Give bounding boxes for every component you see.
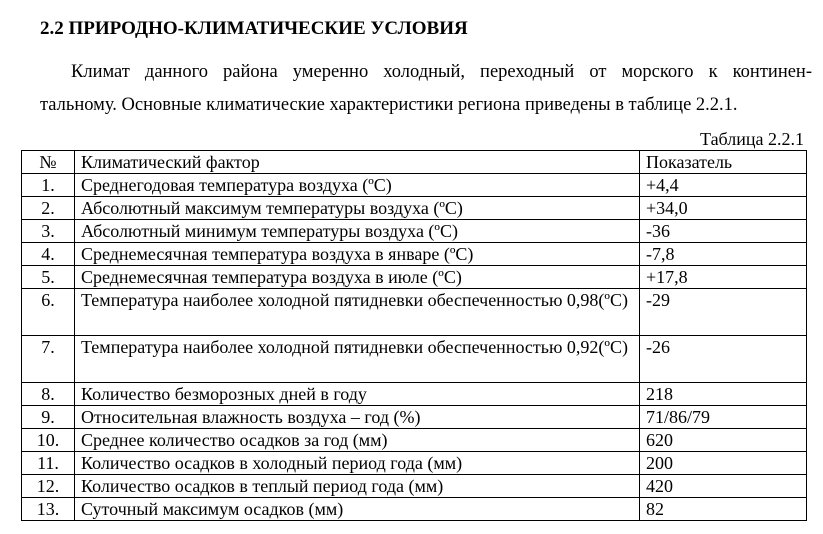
table-row — [22, 220, 807, 243]
row-factor: Абсолютный минимум температуры воздуха (ºC) — [75, 220, 640, 243]
row-value: 200 — [640, 452, 807, 475]
row-factor: Среднее количество осадков за год (мм) — [75, 429, 640, 452]
row-value: 218 — [640, 383, 807, 406]
table-row — [22, 174, 807, 197]
row-factor: Среднемесячная температура воздуха в июле (ºC) — [75, 266, 640, 289]
table-row — [22, 383, 807, 406]
paragraph-line-1: Климат данного района умеренно холодный, переходный от морского к континен- — [71, 62, 812, 82]
table-header-row — [22, 151, 807, 174]
header-factor: Климатический фактор — [75, 151, 640, 174]
row-value: -36 — [640, 220, 807, 243]
row-value: +34,0 — [640, 197, 807, 220]
row-num: 4. — [22, 243, 75, 266]
climate-table — [21, 150, 807, 521]
table-row — [22, 475, 807, 498]
table-row — [22, 336, 807, 383]
row-factor: Количество осадков в холодный период года (мм) — [75, 452, 640, 475]
table-row — [22, 429, 807, 452]
row-factor: Среднегодовая температура воздуха (ºC) — [75, 174, 640, 197]
row-value: -26 — [640, 336, 807, 383]
row-factor: Относительная влажность воздуха – год (%) — [75, 406, 640, 429]
table-row — [22, 243, 807, 266]
row-value: 82 — [640, 498, 807, 521]
row-num: 6. — [22, 289, 75, 336]
row-num: 7. — [22, 336, 75, 383]
row-num: 1. — [22, 174, 75, 197]
row-value: +17,8 — [640, 266, 807, 289]
table-row — [22, 289, 807, 336]
row-factor: Абсолютный максимум температуры воздуха (ºC) — [75, 197, 640, 220]
row-factor: Суточный максимум осадков (мм) — [75, 498, 640, 521]
paragraph-line-2: тальному. Основные климатические характеристики региона приведены в таблице 2.2.1. — [40, 95, 738, 115]
row-value: +4,4 — [640, 174, 807, 197]
row-num: 3. — [22, 220, 75, 243]
row-factor: Температура наиболее холодной пятидневки обеспеченностью 0,92(ºC) — [75, 336, 640, 383]
row-num: 13. — [22, 498, 75, 521]
row-value: -7,8 — [640, 243, 807, 266]
row-factor: Температура наиболее холодной пятидневки обеспеченностью 0,98(ºC) — [75, 289, 640, 336]
table-row — [22, 406, 807, 429]
row-num: 2. — [22, 197, 75, 220]
row-num: 10. — [22, 429, 75, 452]
row-num: 12. — [22, 475, 75, 498]
row-value: -29 — [640, 289, 807, 336]
row-value: 420 — [640, 475, 807, 498]
row-factor: Количество осадков в теплый период года (мм) — [75, 475, 640, 498]
row-value: 620 — [640, 429, 807, 452]
table-row — [22, 266, 807, 289]
table-caption: Таблица 2.2.1 — [700, 129, 804, 149]
table-row — [22, 498, 807, 521]
row-value: 71/86/79 — [640, 406, 807, 429]
row-num: 5. — [22, 266, 75, 289]
row-num: 8. — [22, 383, 75, 406]
row-num: 9. — [22, 406, 75, 429]
row-factor: Среднемесячная температура воздуха в январе (ºC) — [75, 243, 640, 266]
header-value: Показатель — [640, 151, 807, 174]
row-num: 11. — [22, 452, 75, 475]
table-row — [22, 452, 807, 475]
row-factor: Количество безморозных дней в году — [75, 383, 640, 406]
table-row — [22, 197, 807, 220]
header-num: № — [22, 151, 75, 174]
section-title: 2.2 ПРИРОДНО-КЛИМАТИЧЕСКИЕ УСЛОВИЯ — [40, 18, 468, 39]
